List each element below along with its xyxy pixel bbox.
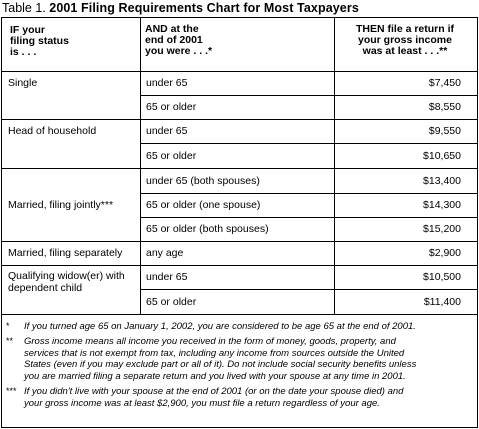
footnote-age-65: If you turned age 65 on January 1, 2002, you are considered to be age 65 at the end of 2001.	[24, 321, 416, 332]
age-cell: under 65 (both spouses)	[146, 175, 260, 187]
age-cell: under 65	[146, 77, 188, 89]
amount-cell: $11,400	[423, 296, 461, 308]
table-caption	[2, 1, 359, 15]
amount-cell: $7,450	[428, 77, 461, 89]
age-cell: 65 or older	[146, 101, 197, 113]
footnote-marker: **	[6, 336, 14, 346]
amount-cell: $10,650	[423, 150, 461, 162]
amount-cell: $2,900	[428, 247, 461, 259]
age-cell: 65 or older (both spouses)	[146, 223, 269, 235]
row-divider	[141, 217, 477, 218]
status-qualifying-widower: Qualifying widow(er) with dependent child	[8, 270, 125, 294]
footnote-spouse: If you didn't live with your spouse at the end of 2001 (or on the date your spouse died) and your gross income was at least $2,900, you must file a return regardless of your age.	[24, 386, 404, 409]
status-married-filing-jointly: Married, filing jointly***	[8, 199, 114, 211]
table-footnote-divider	[2, 314, 477, 315]
header-age: AND at the end of 2001 you were . . .*	[145, 23, 213, 57]
header-gross-income: THEN file a return if your gross income was at least . . .**	[355, 23, 454, 57]
header-divider	[2, 71, 477, 72]
footnote-marker: *	[6, 321, 10, 331]
row-divider	[141, 193, 477, 194]
status-single: Single	[8, 77, 38, 89]
row-divider	[2, 241, 477, 242]
age-cell: under 65	[146, 271, 188, 283]
status-head-of-household: Head of household	[8, 125, 97, 137]
age-cell: 65 or older	[146, 150, 197, 162]
caption-title: 2001 Filing Requirements Chart for Most Taxpayers	[49, 1, 359, 15]
age-cell: any age	[146, 247, 184, 259]
column-divider	[334, 18, 335, 314]
row-divider	[141, 289, 477, 290]
amount-cell: $15,200	[423, 223, 461, 235]
header-filing-status: IF your filing status is . . .	[10, 24, 69, 58]
amount-cell: $14,300	[423, 199, 461, 211]
footnote-gross-income: Gross income means all income you received in the form of money, goods, property, and services that is not exempt from tax, including any income from sources outside the United States (even if you may exclude part or all of it). Do not include social security benefits unless you are married filing a separate return and you lived with your spouse at any time in 2001.	[24, 336, 417, 382]
row-divider	[2, 119, 477, 120]
age-cell: 65 or older (one spouse)	[146, 199, 261, 211]
row-divider	[141, 95, 477, 96]
amount-cell: $9,550	[428, 125, 461, 137]
row-divider	[2, 265, 477, 266]
amount-cell: $13,400	[423, 175, 461, 187]
footnote-marker: ***	[6, 386, 17, 396]
row-divider	[141, 143, 477, 144]
age-cell: under 65	[146, 125, 188, 137]
age-cell: 65 or older	[146, 296, 197, 308]
status-married-filing-separately: Married, filing separately	[8, 247, 123, 259]
column-divider	[140, 18, 141, 314]
row-divider	[2, 168, 477, 169]
amount-cell: $10,500	[423, 271, 461, 283]
amount-cell: $8,550	[428, 101, 461, 113]
caption-prefix: Table 1.	[2, 1, 46, 15]
